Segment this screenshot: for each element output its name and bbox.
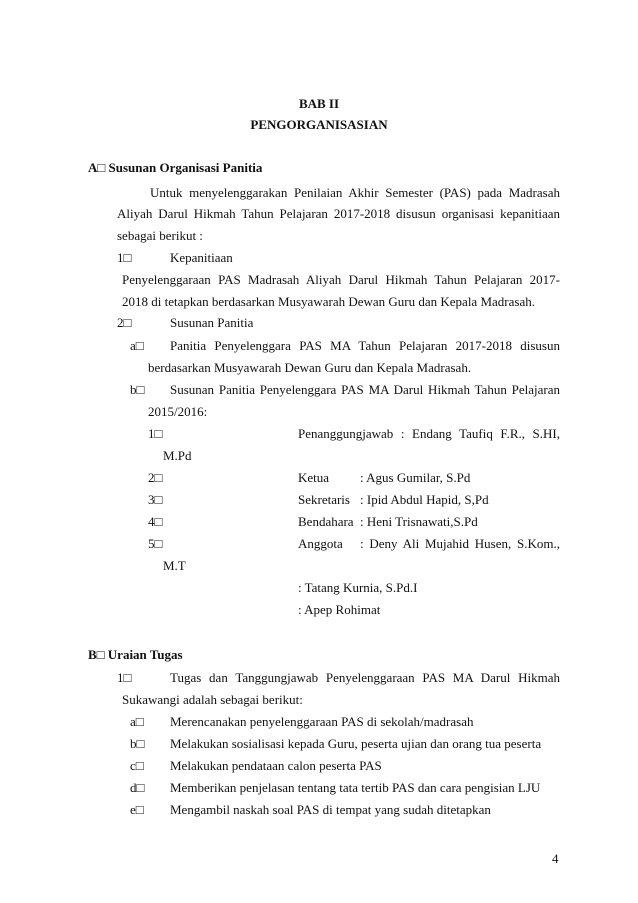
task-a-text: Merencanakan penyelenggaraan PAS di sekolah/madrasah [170,714,474,729]
chapter-label: BAB II [298,96,340,111]
section-a-marker: A□ [88,160,106,175]
b-item-1-marker: 1□ [117,670,132,685]
page-number: 4 [552,851,559,866]
intro-line-3: sebagai berikut : [117,228,203,243]
task-d-marker: d□ [130,780,145,795]
task-b-text: Melakukan sosialisasi kepada Guru, peserta ujian dan orang tua peserta [170,736,542,751]
item-2a-marker: a□ [130,338,144,353]
intro-line-2: Aliyah Darul Hikmah Tahun Pelajaran 2017-2018 disusun organisasi kepanitiaan [117,206,560,221]
task-c-text: Melakukan pendataan calon peserta PAS [170,758,382,773]
member-extra-2: : Apep Rohimat [298,602,381,617]
role-1-role: Penanggungjawab [298,426,394,441]
task-b-marker: b□ [130,736,145,751]
role-5-role: Anggota [298,536,343,551]
item-2b-marker: b□ [130,382,145,397]
item-2b-line-1: Susunan Panitia Penyelenggara PAS MA Darul Hikmah Tahun Pelajaran [170,382,560,397]
role-2-marker: 2□ [148,470,163,485]
item-1-line-2: 2018 di tetapkan berdasarkan Musyawarah Dewan Guru dan Kepala Madrasah. [122,294,535,309]
section-a-title: Susunan Organisasi Panitia [108,160,263,175]
section-b-title: Uraian Tugas [107,647,183,662]
role-5-marker: 5□ [148,536,163,551]
role-4-marker: 4□ [148,514,163,529]
item-2b-line-2: 2015/2016: [148,404,208,419]
role-1-cont: M.Pd [163,448,192,463]
role-2-role: Ketua [298,470,330,485]
section-a-heading [88,160,262,176]
item-2-marker: 2□ [117,315,132,330]
role-3-value: : Ipid Abdul Hapid, S,Pd [360,492,489,507]
chapter-title: PENGORGANISASIAN [250,117,388,132]
role-3-role: Sekretaris [298,492,350,507]
b-item-1-line-1: Tugas dan Tanggungjawab Penyelenggaraan PAS MA Darul Hikmah [170,670,560,685]
task-e-text: Mengambil naskah soal PAS di tempat yang sudah ditetapkan [170,802,491,817]
role-3-marker: 3□ [148,492,163,507]
task-a-marker: a□ [130,714,144,729]
item-1-line-1: Penyelenggaraan PAS Madrasah Aliyah Darul Hikmah Tahun Pelajaran 2017- [122,272,560,287]
item-2a-line-1: Panitia Penyelenggara PAS MA Tahun Pelajaran 2017-2018 disusun [170,338,560,353]
role-1-marker: 1□ [148,426,163,441]
section-b-marker: B□ [88,647,105,662]
member-extra-1: : Tatang Kurnia, S.Pd.I [298,580,418,595]
intro-line-1: Untuk menyelenggarakan Penilaian Akhir Semester (PAS) pada Madrasah [150,185,560,200]
item-1-marker: 1□ [117,250,132,265]
role-5-cont: M.T [163,558,186,573]
role-2-value: : Agus Gumilar, S.Pd [360,470,471,485]
role-1-value: : Endang Taufiq F.R., S.HI, [400,426,561,441]
role-4-role: Bendahara [298,514,354,529]
item-2-title: Susunan Panitia [170,315,254,330]
role-5-value: : Deny Ali Mujahid Husen, S.Kom., [360,536,560,551]
item-2a-line-2: berdasarkan Musyawarah Dewan Guru dan Kepala Madrasah. [148,360,472,375]
section-b-heading [88,647,183,663]
role-4-value: : Heni Trisnawati,S.Pd [360,514,478,529]
role-1-line [298,426,560,442]
item-1-title: Kepanitiaan [170,250,233,265]
task-d-text: Memberikan penjelasan tentang tata tertib PAS dan cara pengisian LJU [170,780,541,795]
b-item-1-line-2: Sukawangi adalah sebagai berikut: [122,692,303,707]
task-c-marker: c□ [130,758,144,773]
task-e-marker: e□ [130,802,144,817]
